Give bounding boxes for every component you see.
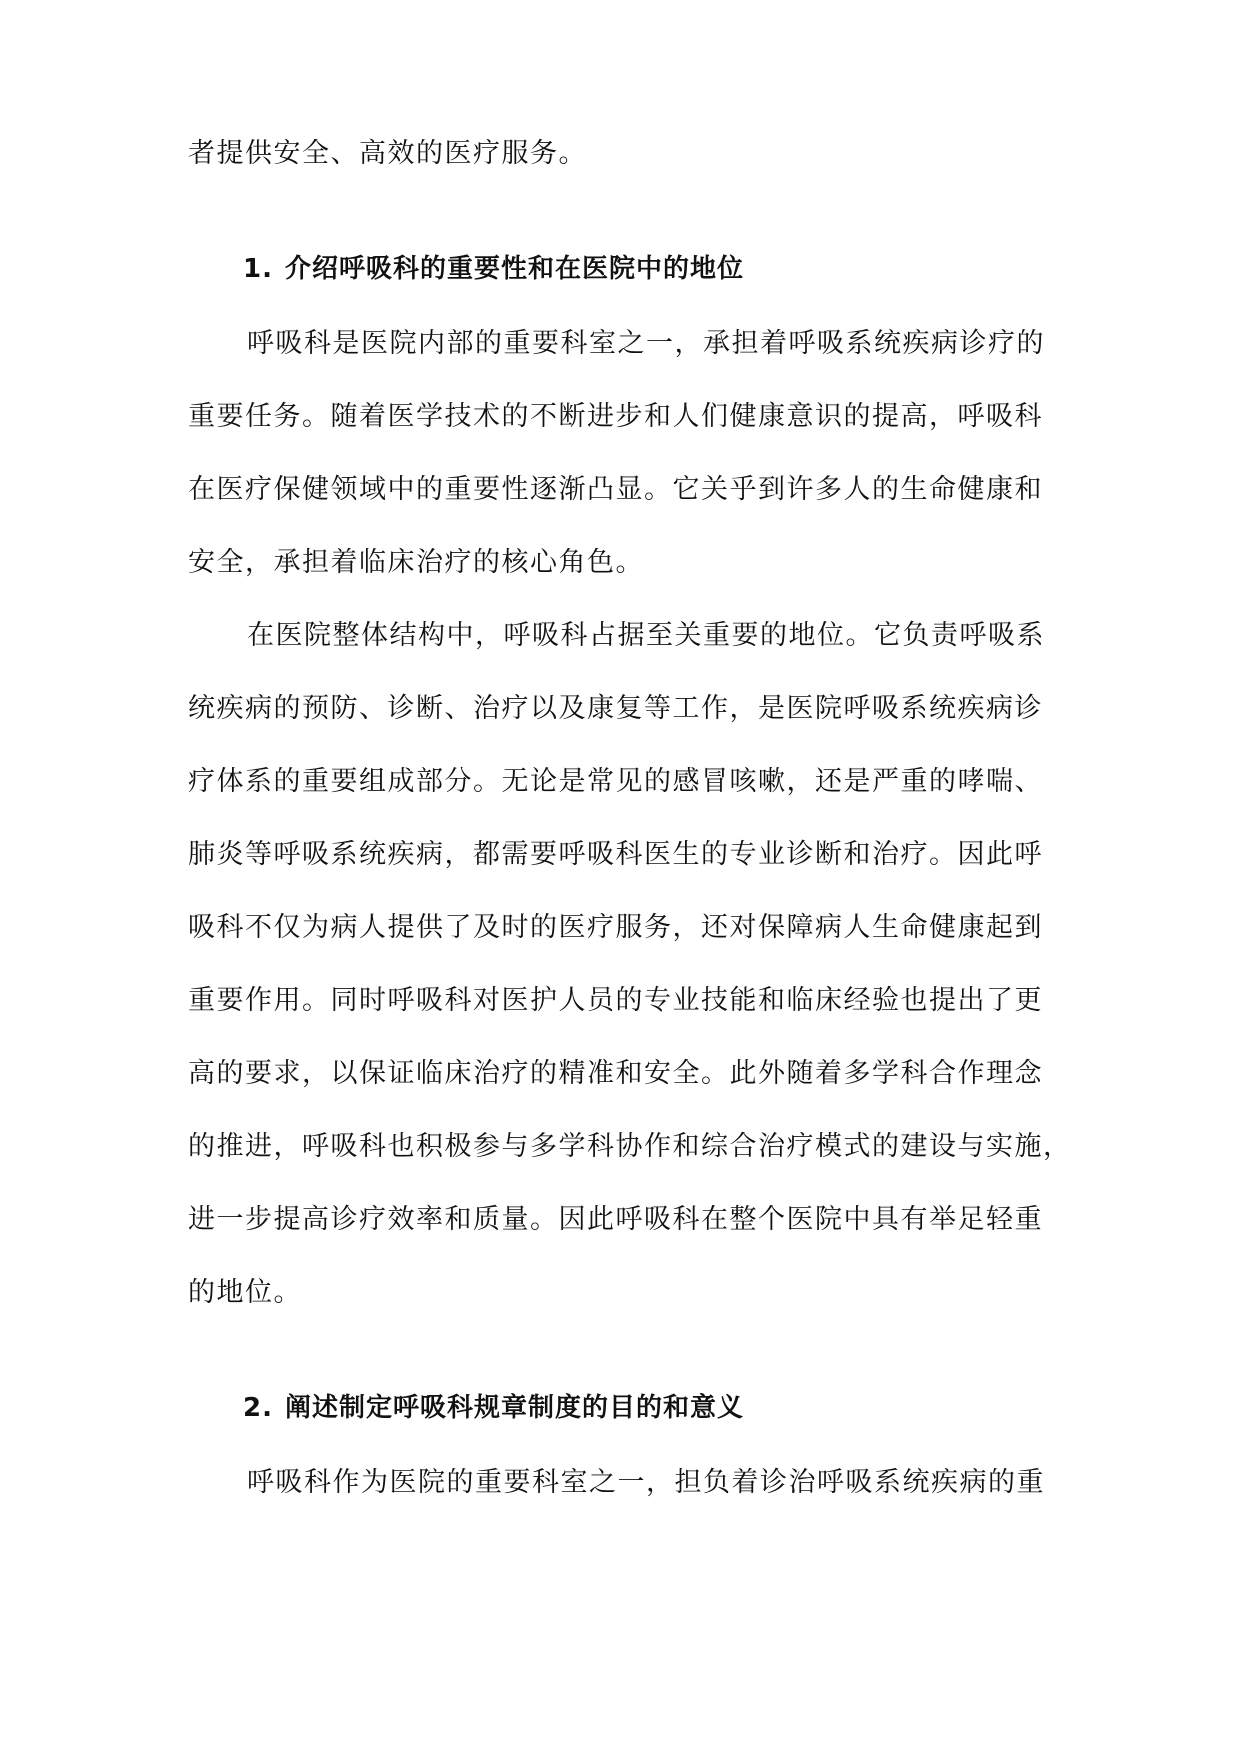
paragraph-line: 疗体系的重要组成部分。无论是常见的感冒咳嗽，还是严重的哮喘、 xyxy=(188,766,1043,797)
paragraph-line: 进一步提高诊疗效率和质量。因此呼吸科在整个医院中具有举足轻重 xyxy=(188,1204,1043,1235)
section-title: 阐述制定呼吸科规章制度的目的和意义 xyxy=(285,1393,745,1423)
paragraph-line: 重要任务。随着医学技术的不断进步和人们健康意识的提高，呼吸科 xyxy=(188,401,1043,432)
paragraph-line: 肺炎等呼吸系统疾病，都需要呼吸科医生的专业诊断和治疗。因此呼 xyxy=(188,839,1043,870)
document-body xyxy=(188,138,1072,1514)
paragraph-line: 的地位。 xyxy=(188,1277,302,1308)
section-number: 1. xyxy=(243,254,273,284)
section-title: 介绍呼吸科的重要性和在医院中的地位 xyxy=(285,254,745,284)
paragraph-line: 高的要求，以保证临床治疗的精准和安全。此外随着多学科合作理念 xyxy=(188,1058,1043,1089)
paragraph-line: 吸科不仅为病人提供了及时的医疗服务，还对保障病人生命健康起到 xyxy=(188,912,1043,943)
section-heading-1 xyxy=(188,256,1056,301)
paragraph-line: 在医疗保健领域中的重要性逐渐凸显。它关乎到许多人的生命健康和 xyxy=(188,474,1043,505)
continuation-line: 者提供安全、高效的医疗服务。 xyxy=(188,138,587,169)
paragraph-line: 在医院整体结构中，呼吸科占据至关重要的地位。它负责呼吸系 xyxy=(247,620,1045,651)
paragraph-line: 重要作用。同时呼吸科对医护人员的专业技能和临床经验也提出了更 xyxy=(188,985,1043,1016)
paragraph-line: 的推进，呼吸科也积极参与多学科协作和综合治疗模式的建设与实施， xyxy=(188,1131,1072,1162)
paragraph-line: 安全，承担着临床治疗的核心角色。 xyxy=(188,547,644,578)
paragraph-line: 呼吸科是医院内部的重要科室之一，承担着呼吸系统疾病诊疗的 xyxy=(247,328,1045,359)
paragraph xyxy=(188,1469,1056,1514)
paragraph-line: 呼吸科作为医院的重要科室之一，担负着诊治呼吸系统疾病的重 xyxy=(247,1467,1045,1498)
section-number: 2. xyxy=(243,1393,273,1423)
section-heading-2 xyxy=(188,1395,1056,1440)
paragraph xyxy=(188,330,1056,594)
paragraph-line: 统疾病的预防、诊断、治疗以及康复等工作，是医院呼吸系统疾病诊 xyxy=(188,693,1043,724)
paragraph xyxy=(188,620,1072,1324)
